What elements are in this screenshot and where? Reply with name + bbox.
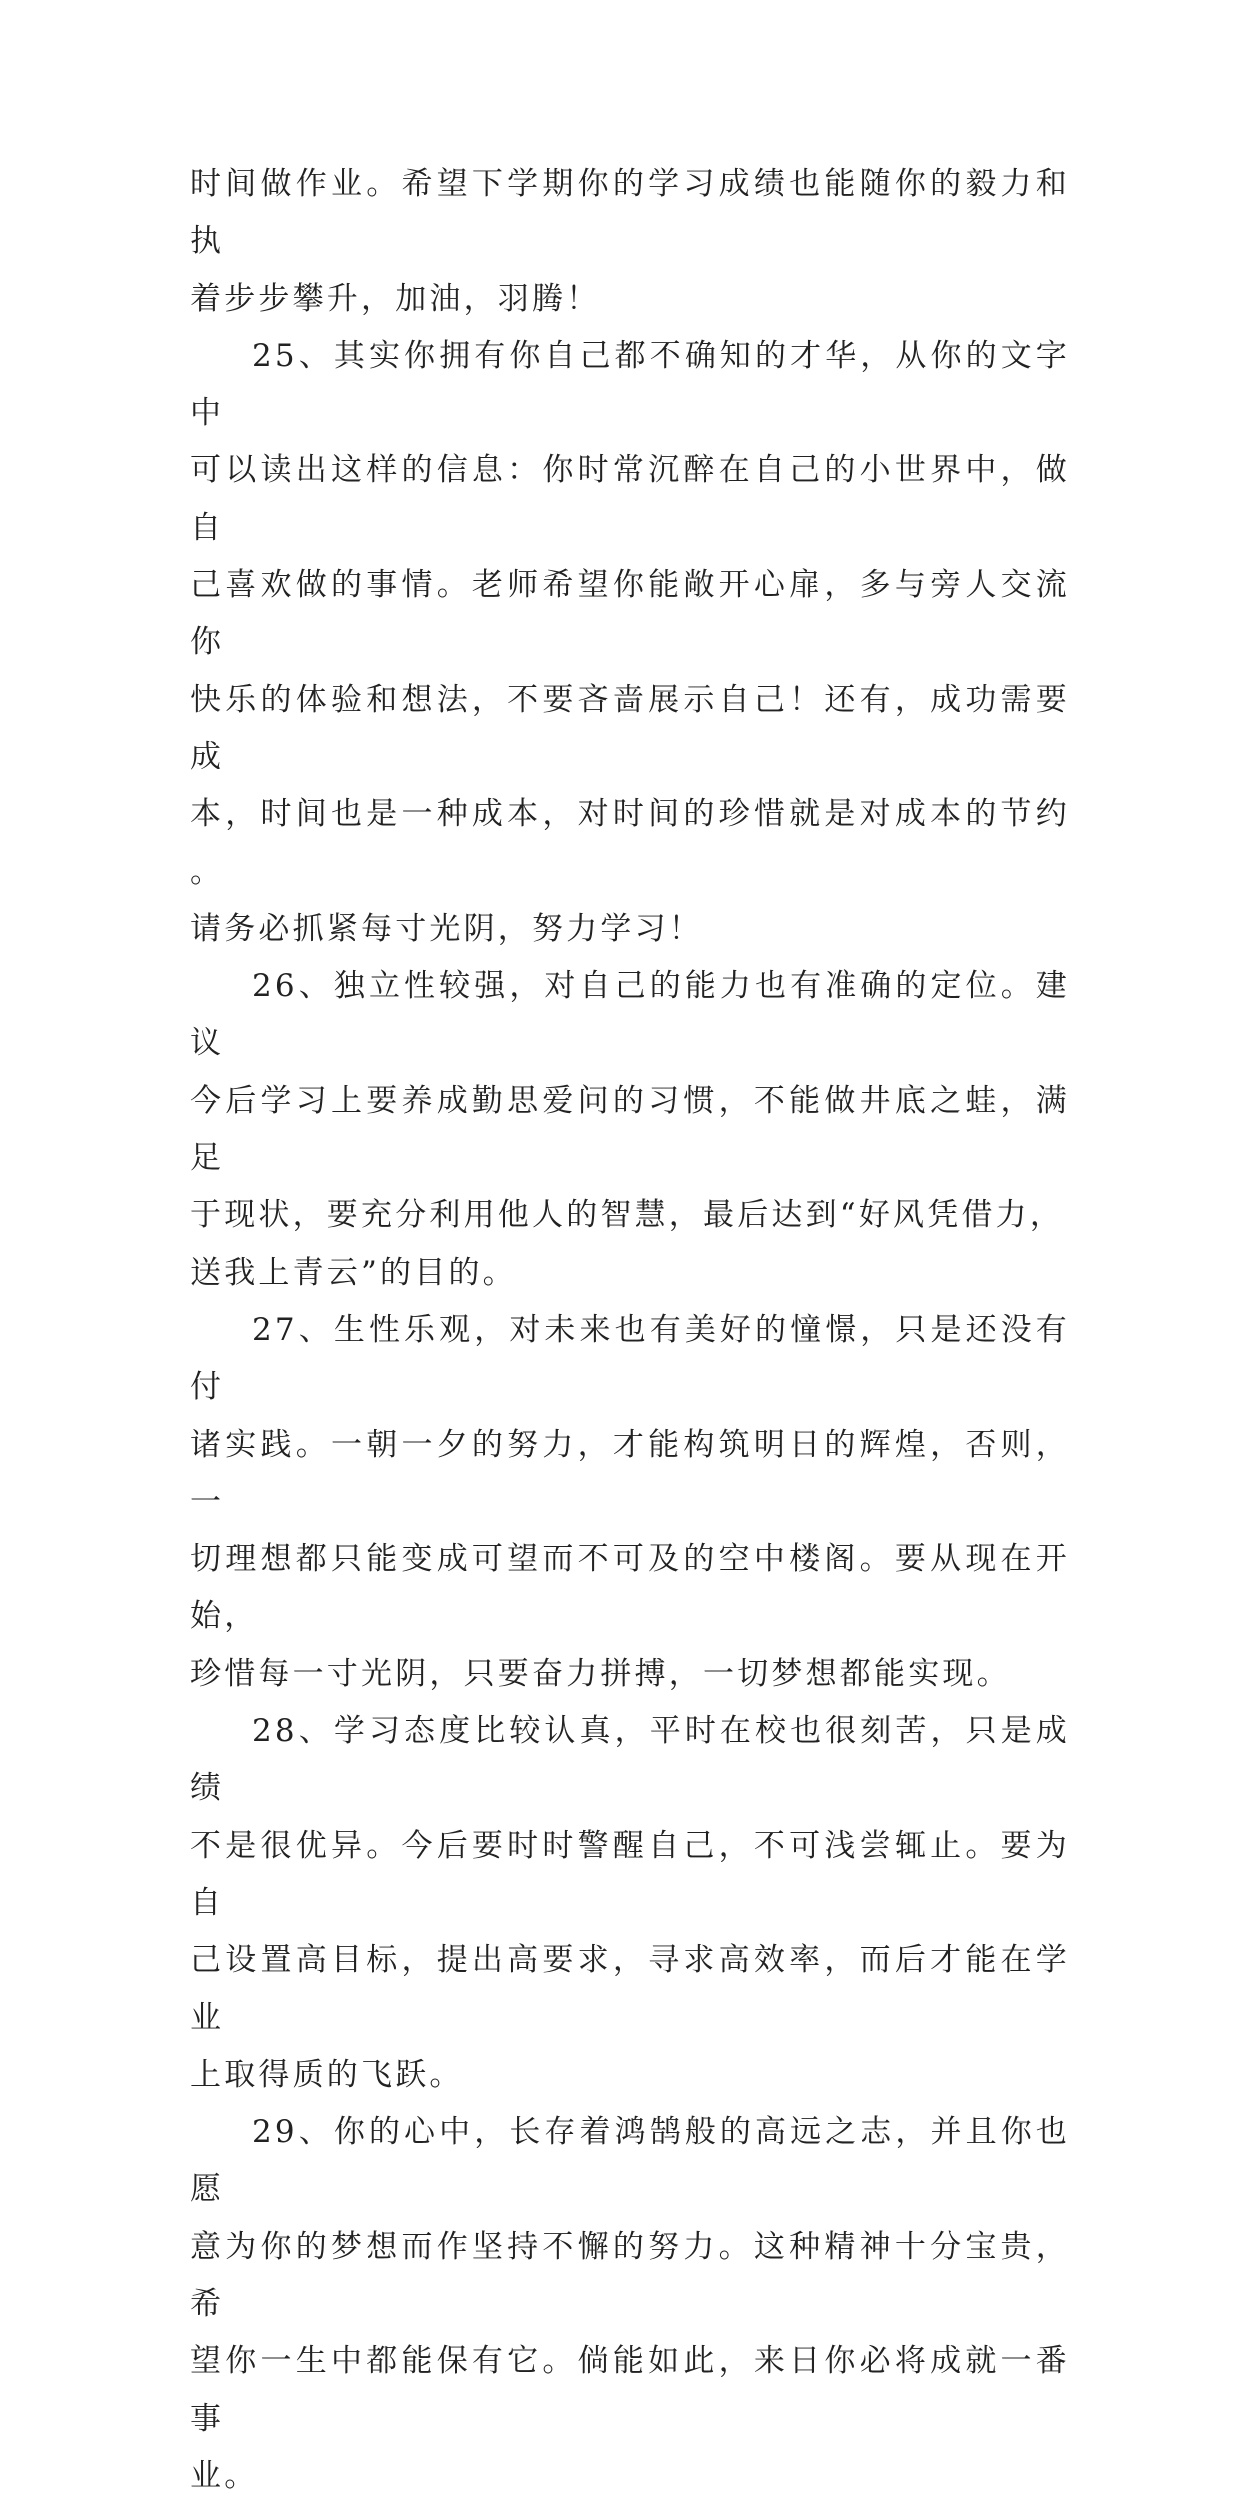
text-line: 送我上青云”的目的。 [190, 1254, 517, 1291]
text-line: 时间做作业。希望下学期你的学习成绩也能随你的毅力和执 [190, 166, 1070, 260]
document-body [190, 156, 1070, 2505]
paragraph-26 [190, 958, 1070, 1302]
text-line: 上取得质的飞跃。 [190, 2056, 464, 2093]
text-line: 28、学习态度比较认真，平时在校也很刻苦，只是成绩 [190, 1713, 1070, 1807]
text-line: 26、独立性较强，对自己的能力也有准确的定位。建议 [190, 968, 1070, 1062]
text-line: 诸实践。一朝一夕的努力，才能构筑明日的辉煌，否则，一 [190, 1426, 1070, 1520]
text-line: 业。 [190, 2457, 259, 2494]
text-line: 今后学习上要养成勤思爱问的习惯，不能做井底之蛙，满足 [190, 1082, 1070, 1177]
text-line: 27、生性乐观，对未来也有美好的憧憬，只是还没有付 [190, 1311, 1070, 1406]
text-line: 切理想都只能变成可望而不可及的空中楼阁。要从现在开始， [190, 1541, 1070, 1635]
text-line: 25、其实你拥有你自己都不确知的才华，从你的文字中 [190, 337, 1070, 432]
text-line: 本，时间也是一种成本，对时间的珍惜就是对成本的节约。 [190, 796, 1070, 890]
text-line: 请务必抓紧每寸光阴，努力学习！ [190, 910, 703, 947]
text-line: 己喜欢做的事情。老师希望你能敞开心扉，多与旁人交流你 [190, 567, 1070, 661]
text-line: 快乐的体验和想法，不要吝啬展示自己！还有，成功需要成 [190, 681, 1070, 775]
paragraph-29 [190, 2104, 1070, 2505]
text-line: 可以读出这样的信息：你时常沉醉在自己的小世界中，做自 [190, 452, 1070, 546]
text-line: 珍惜每一寸光阴，只要奋力拼搏，一切梦想都能实现。 [190, 1655, 1011, 1692]
text-line: 不是很优异。今后要时时警醒自己，不可浅尝辄止。要为自 [190, 1827, 1070, 1921]
text-line: 己设置高目标，提出高要求，寻求高效率，而后才能在学业 [190, 1942, 1070, 2036]
text-line: 着步步攀升，加油，羽腾！ [190, 280, 601, 317]
text-line: 29、你的心中，长存着鸿鹄般的高远之志，并且你也愿 [190, 2114, 1070, 2208]
text-line: 望你一生中都能保有它。倘能如此，来日你必将成就一番事 [190, 2343, 1070, 2437]
text-line: 于现状，要充分利用他人的智慧，最后达到“好风凭借力， [190, 1197, 1065, 1234]
paragraph-continued [190, 156, 1070, 328]
paragraph-25 [190, 328, 1070, 958]
text-line: 意为你的梦想而作坚持不懈的努力。这种精神十分宝贵，希 [190, 2228, 1070, 2322]
paragraph-28 [190, 1703, 1070, 2104]
paragraph-27 [190, 1302, 1070, 1703]
